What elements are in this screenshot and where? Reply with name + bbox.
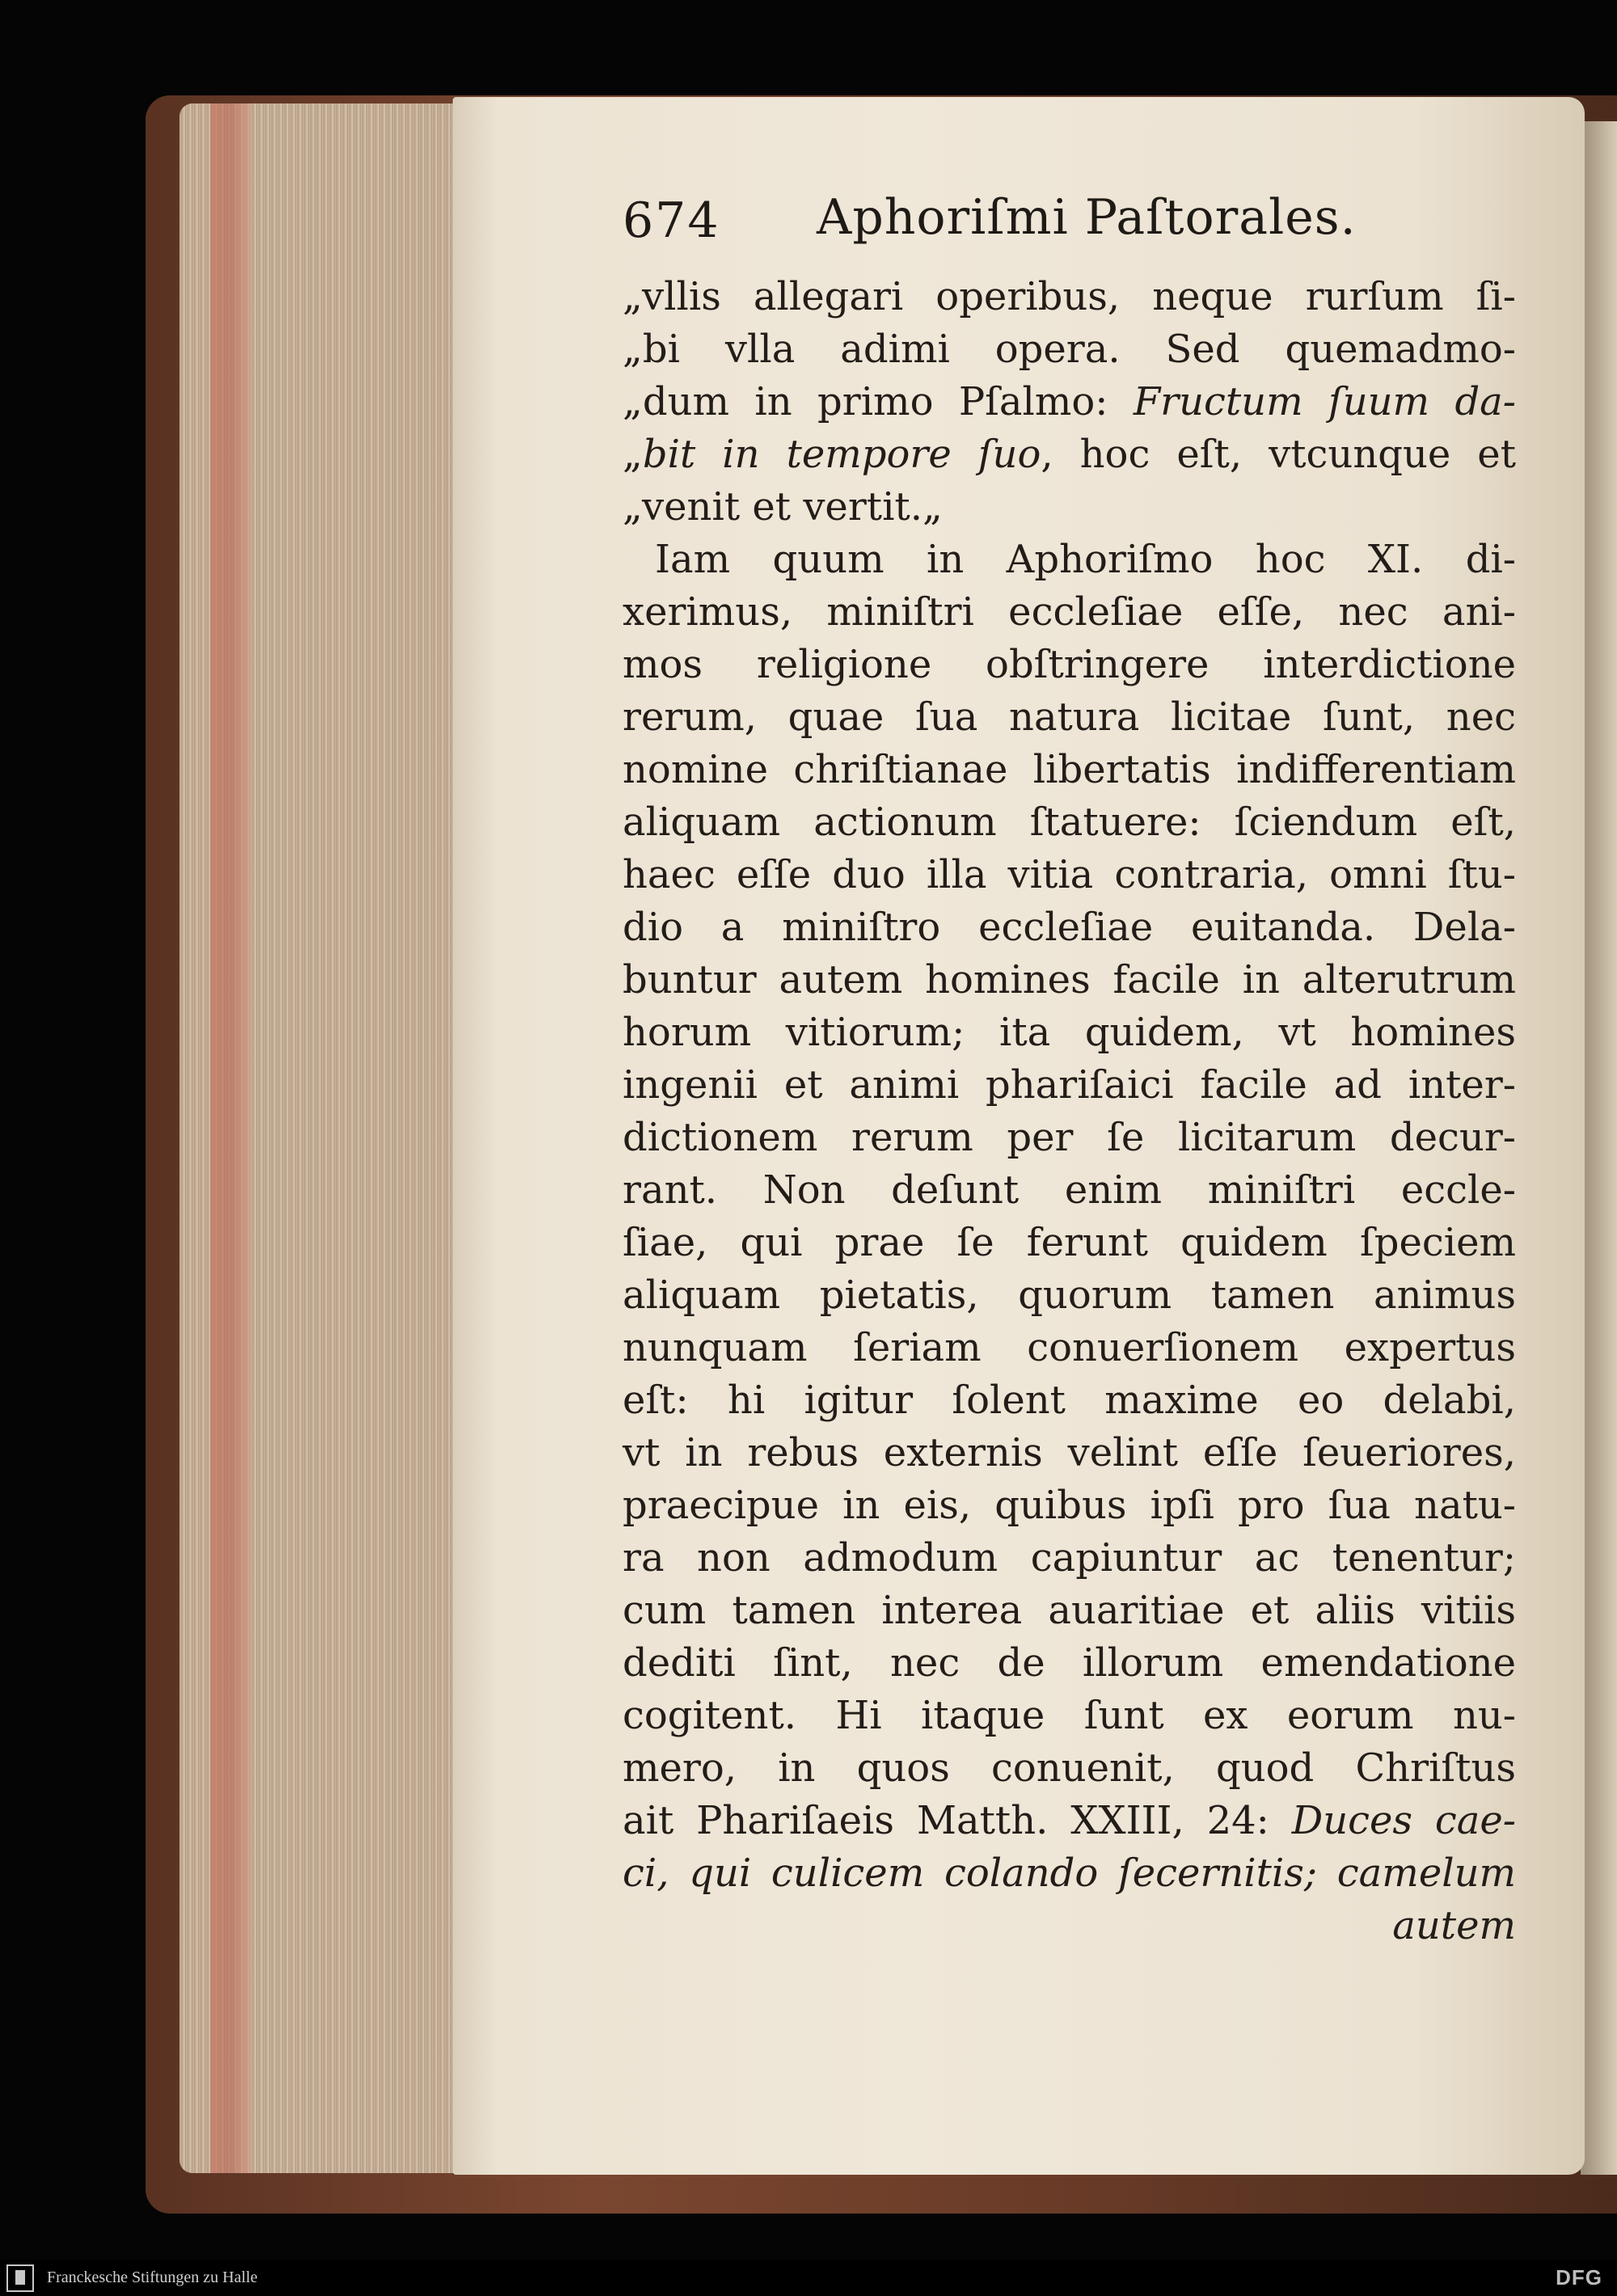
text-line: horum vitiorum; ita quidem, vt homines <box>623 1010 1516 1055</box>
facing-page-edge <box>1581 121 1617 2175</box>
text-line: dio a miniſtro eccleſiae euitanda. Dela- <box>623 905 1516 950</box>
page-edge-red-tint <box>210 103 251 2173</box>
running-title: Aphoriſmi Paſtorales. <box>817 189 1357 246</box>
text-line: aliquam pietatis, quorum tamen animus <box>623 1273 1516 1318</box>
institution-logo-icon <box>6 2264 34 2292</box>
text-line: eſt: hi igitur ſolent maxime eo delabi, <box>623 1378 1516 1423</box>
catchword: autem <box>1392 1903 1516 1948</box>
dfg-logo: DFG <box>1556 2265 1602 2290</box>
text-line <box>623 1847 1516 1900</box>
text-line: ſiae, qui prae ſe ferunt quidem ſpeciem <box>623 1220 1516 1265</box>
text-line: ingenii et animi phariſaici facile ad inter- <box>623 1062 1516 1108</box>
text-line: mero, in quos conuenit, quod Chriſtus <box>623 1745 1516 1791</box>
text-line: rant. Non deſunt enim miniſtri eccle- <box>623 1167 1516 1213</box>
text-line: buntur autem homines facile in alterutrum <box>623 957 1516 1002</box>
italic-quote: bit in tempore ſuo <box>642 432 1041 477</box>
text-line: cum tamen interea auaritiae et aliis vitiis <box>623 1588 1516 1633</box>
text-line: aliquam actionum ſtatuere: ſciendum eſt, <box>623 800 1516 845</box>
text-line: „bit in tempore ſuo, hoc eſt, vtcunque et <box>623 432 1517 477</box>
text-line: nunquam ſeriam conuerſionem expertus <box>623 1325 1516 1370</box>
text-line: cogitent. Hi itaque ſunt ex eorum nu- <box>623 1693 1516 1738</box>
text-line: ra non admodum capiuntur ac tenentur; <box>623 1535 1516 1581</box>
text-line: xerimus, miniſtri eccleſiae eſſe, nec ani- <box>623 589 1516 635</box>
footer-institution: Franckesche Stiftungen zu Halle <box>47 2269 258 2286</box>
text-line: ait Phariſaeis Matth. XXIII, 24: Duces cae- <box>623 1798 1517 1843</box>
page-header <box>623 178 1512 259</box>
text-line: haec eſſe duo illa vitia contraria, omni ſtu- <box>623 852 1516 897</box>
italic-quote: Duces cae- <box>1291 1798 1517 1843</box>
italic-quote: ci, qui culicem colando ſecernitis; camelum <box>623 1851 1516 1896</box>
page-number: 674 <box>623 192 720 249</box>
text-line: nomine chriſtianae libertatis indifferentiam <box>623 747 1516 792</box>
text-line: „vllis allegari operibus, neque rurſum ſi- <box>623 274 1516 319</box>
viewer-footer <box>0 2260 1617 2296</box>
text-line: praecipue in eis, quibus ipſi pro ſua natu- <box>623 1483 1516 1528</box>
paragraph-start-line: Iam quum in Aphoriſmo hoc XI. di- <box>655 537 1516 582</box>
text-line: „dum in primo Pſalmo: Fructum ſuum da- <box>623 379 1517 424</box>
text-line: rerum, quae ſua natura licitae ſunt, nec <box>623 694 1516 740</box>
text-line: vt in rebus externis velint eſſe ſeueriores, <box>623 1430 1516 1475</box>
body-text <box>623 271 1516 1952</box>
text-line: „venit et vertit.„ <box>623 484 943 530</box>
text-line: „bi vlla adimi opera. Sed quemadmo- <box>623 327 1516 372</box>
text-line: dediti ſint, nec de illorum emendatione <box>623 1640 1516 1686</box>
italic-quote: Fructum ſuum da- <box>1133 379 1517 424</box>
text-line: dictionem rerum per ſe licitarum decur- <box>623 1115 1516 1160</box>
text-line: mos religione obſtringere interdictione <box>623 642 1516 687</box>
